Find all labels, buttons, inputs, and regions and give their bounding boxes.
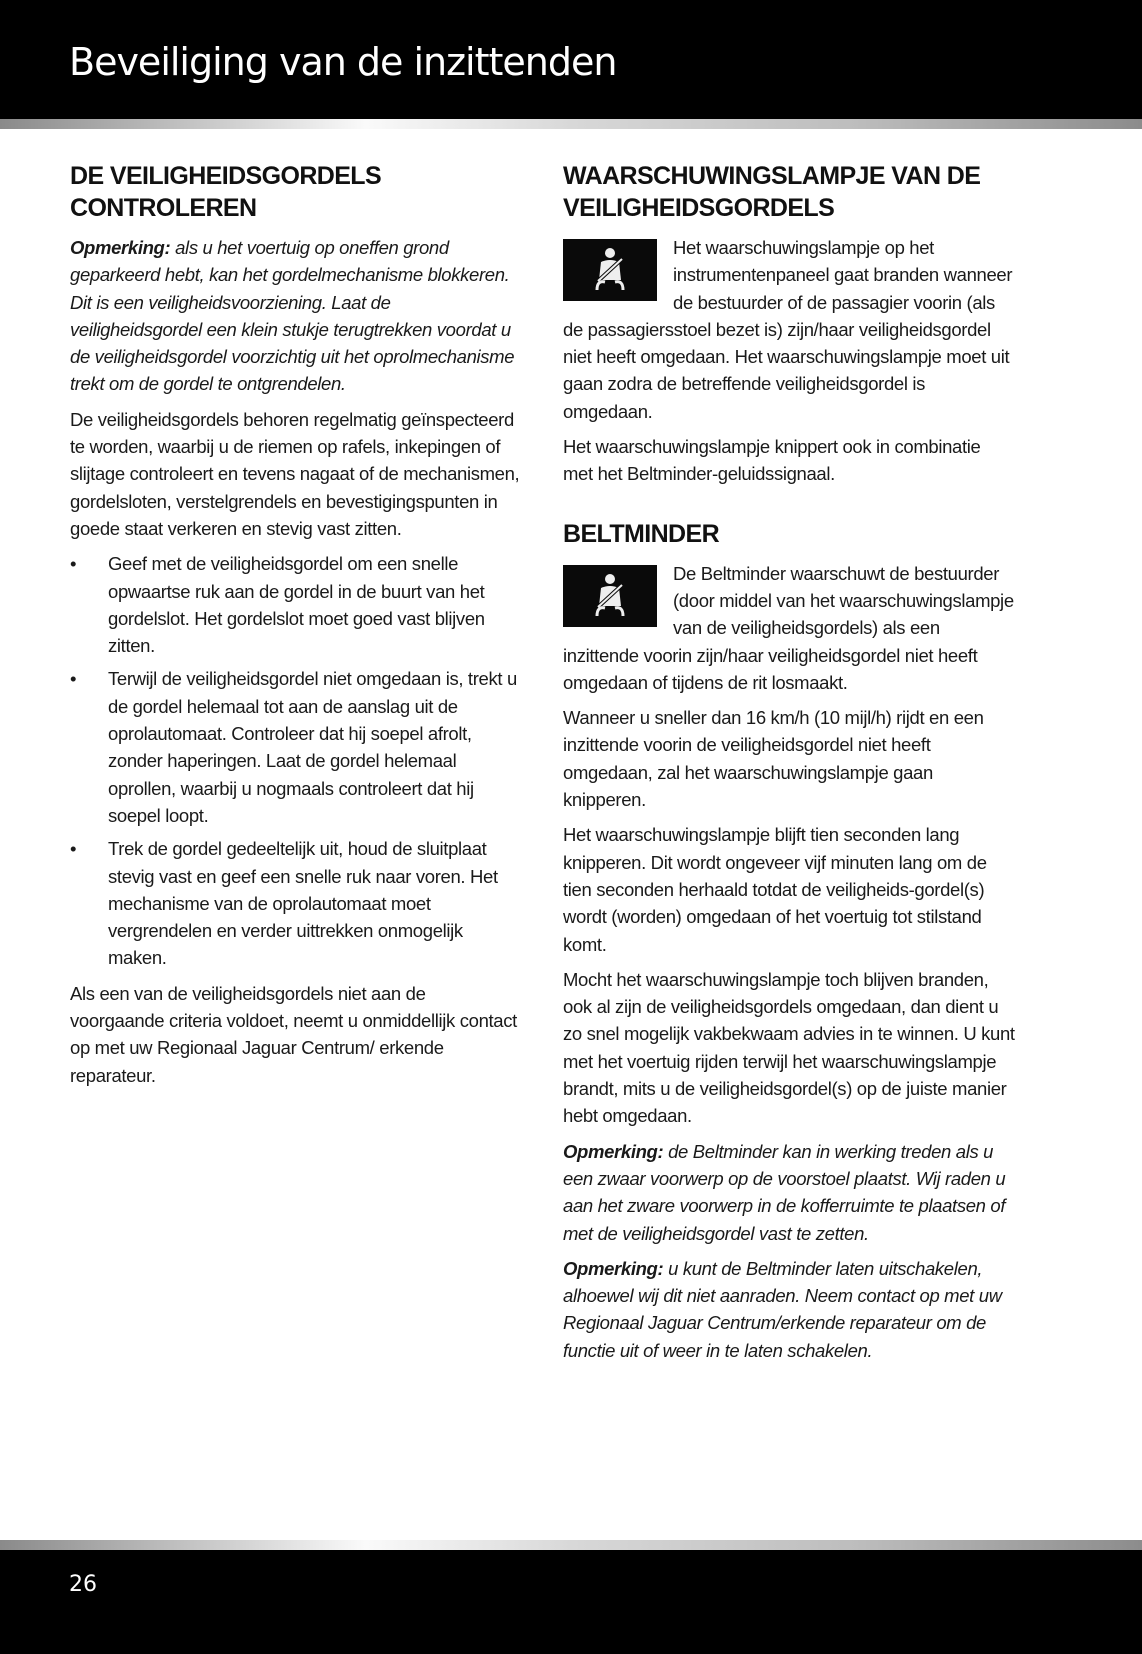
left-column <box>70 160 522 1097</box>
note <box>70 234 522 398</box>
note-text: de Beltminder kan in werking treden als u een zwaar voorwerp op de voorstoel plaatst. Wij raden u aan het zware voorwerp in de kofferruimte te plaatsen of met de veiligheidsgordel vast te zetten. <box>563 1140 1006 1244</box>
list-item-text: Geef met de veiligheidsgordel om een snelle opwaartse ruk aan de gordel in de buurt van het gordelslot. Het gordelslot moet goed vast blijven zitten. <box>108 553 485 657</box>
list-item-text: Terwijl de veiligheidsgordel niet omgedaan is, trekt u de gordel helemaal tot aan de aanslag uit de oprolautomaat. Controleer dat hij soepel afrolt, zonder haperingen. Laat de gordel helemaal oprollen, waarbij u nogmaals controleert dat hij soepel loopt. <box>108 668 517 826</box>
paragraph: Het waarschuwingslampje knippert ook in combinatie met het Beltminder-geluidssignaal. <box>563 436 981 485</box>
note <box>563 1255 1015 1364</box>
page-number: 26 <box>69 1572 97 1597</box>
check-list <box>70 550 522 971</box>
paragraph: Als een van de veiligheidsgordels niet aan de voorgaande criteria voldoet, neemt u onmiddellijk contact op met uw Regionaal Jaguar Centrum/ erkende reparateur. <box>70 982 517 1086</box>
note <box>563 1138 1015 1247</box>
note-label: Opmerking: <box>563 1140 664 1162</box>
paragraph: Mocht het waarschuwingslampje toch blijven branden, ook al zijn de veiligheidsgordels omgedaan, dan dient u zo snel mogelijk vakbekwaam advies in te winnen. U kunt met het voertuig rijden terwijl het waarschuwingslampje brandt, mits u de veiligheidsgordel(s) op de juiste manier hebt omgedaan. <box>563 968 1015 1127</box>
section-heading: DE VEILIGHEIDSGORDELS CONTROLEREN <box>70 162 382 222</box>
paragraph: Het waarschuwingslampje blijft tien seconden lang knipperen. Dit wordt ongeveer vijf minuten lang om de tien seconden herhaald totdat de veiligheids-gordel(s) wordt (worden) omgedaan of het voertuig tot stilstand komt. <box>563 824 987 955</box>
section-heading: WAARSCHUWINGSLAMPJE VAN DE VEILIGHEIDSGORDELS <box>563 162 981 222</box>
note-text: als u het voertuig op oneffen grond geparkeerd hebt, kan het gordelmechanisme blokkeren. Dit is een veiligheidsvoorziening. Laat de veiligheidsgordel een klein stukje terugtrekken voordat u de veiligheidsgordel voorzichtig uit het oprolmechanisme trekt om de gordel te ontgrendelen. <box>70 237 515 395</box>
page-header <box>0 0 1142 119</box>
right-column <box>563 160 1015 1372</box>
list-item <box>70 835 522 971</box>
paragraph: De veiligheidsgordels behoren regelmatig geïnspecteerd te worden, waarbij u de riemen op rafels, inkepingen of slijtage controleert en tevens nagaat of de mechanismen, gordelsloten, verstelgrendels en bevestigingspunten in goede staat verkeren en stevig vast zitten. <box>70 408 520 539</box>
page-title: Beveiliging van de inzittenden <box>69 40 617 84</box>
paragraph: Wanneer u sneller dan 16 km/h (10 mijl/h) rijdt en een inzittende voorin de veiligheidsgordel niet heeft omgedaan, zal het waarschuwingslampje gaan knipperen. <box>563 707 984 811</box>
header-divider <box>0 119 1142 129</box>
paragraph: De Beltminder waarschuwt de bestuurder (door middel van het waarschuwingslampje van de veiligheidsgordels) als een inzittende voorin zijn/haar veiligheidsgordel niet heeft omgedaan of tijdens de rit losmaakt. <box>563 562 1014 693</box>
note-label: Opmerking: <box>70 237 171 258</box>
page-footer <box>0 1550 1142 1654</box>
note-text: u kunt de Beltminder laten uitschakelen, alhoewel wij dit niet aanraden. Neem contact op met uw Regionaal Jaguar Centrum/erkende reparateur om de functie uit of weer in te laten schakelen. <box>563 1257 1002 1361</box>
seatbelt-warning-icon <box>563 565 657 627</box>
bullet-icon: • <box>70 553 77 575</box>
footer-divider <box>0 1540 1142 1550</box>
section-heading: BELTMINDER <box>563 519 720 548</box>
paragraph: Het waarschuwingslampje op het instrumentenpaneel gaat branden wanneer de bestuurder of de passagier voorin (als de passagiersstoel bezet is) zijn/haar veiligheidsgordel niet heeft omgedaan. Het waarschuwingslampje moet uit gaan zodra de betreffende veiligheidsgordel is omgedaan. <box>563 237 1013 422</box>
bullet-icon: • <box>70 668 77 690</box>
bullet-icon: • <box>70 838 77 860</box>
list-item <box>70 550 522 659</box>
note-label: Opmerking: <box>563 1257 664 1279</box>
list-item-text: Trek de gordel gedeeltelijk uit, houd de sluitplaat stevig vast en geef een snelle ruk naar voren. Het mechanisme van de oprolautomaat moet vergrendelen en verder uittrekken onmogelijk maken. <box>108 838 498 969</box>
list-item <box>70 665 522 829</box>
seatbelt-warning-icon <box>563 239 657 301</box>
